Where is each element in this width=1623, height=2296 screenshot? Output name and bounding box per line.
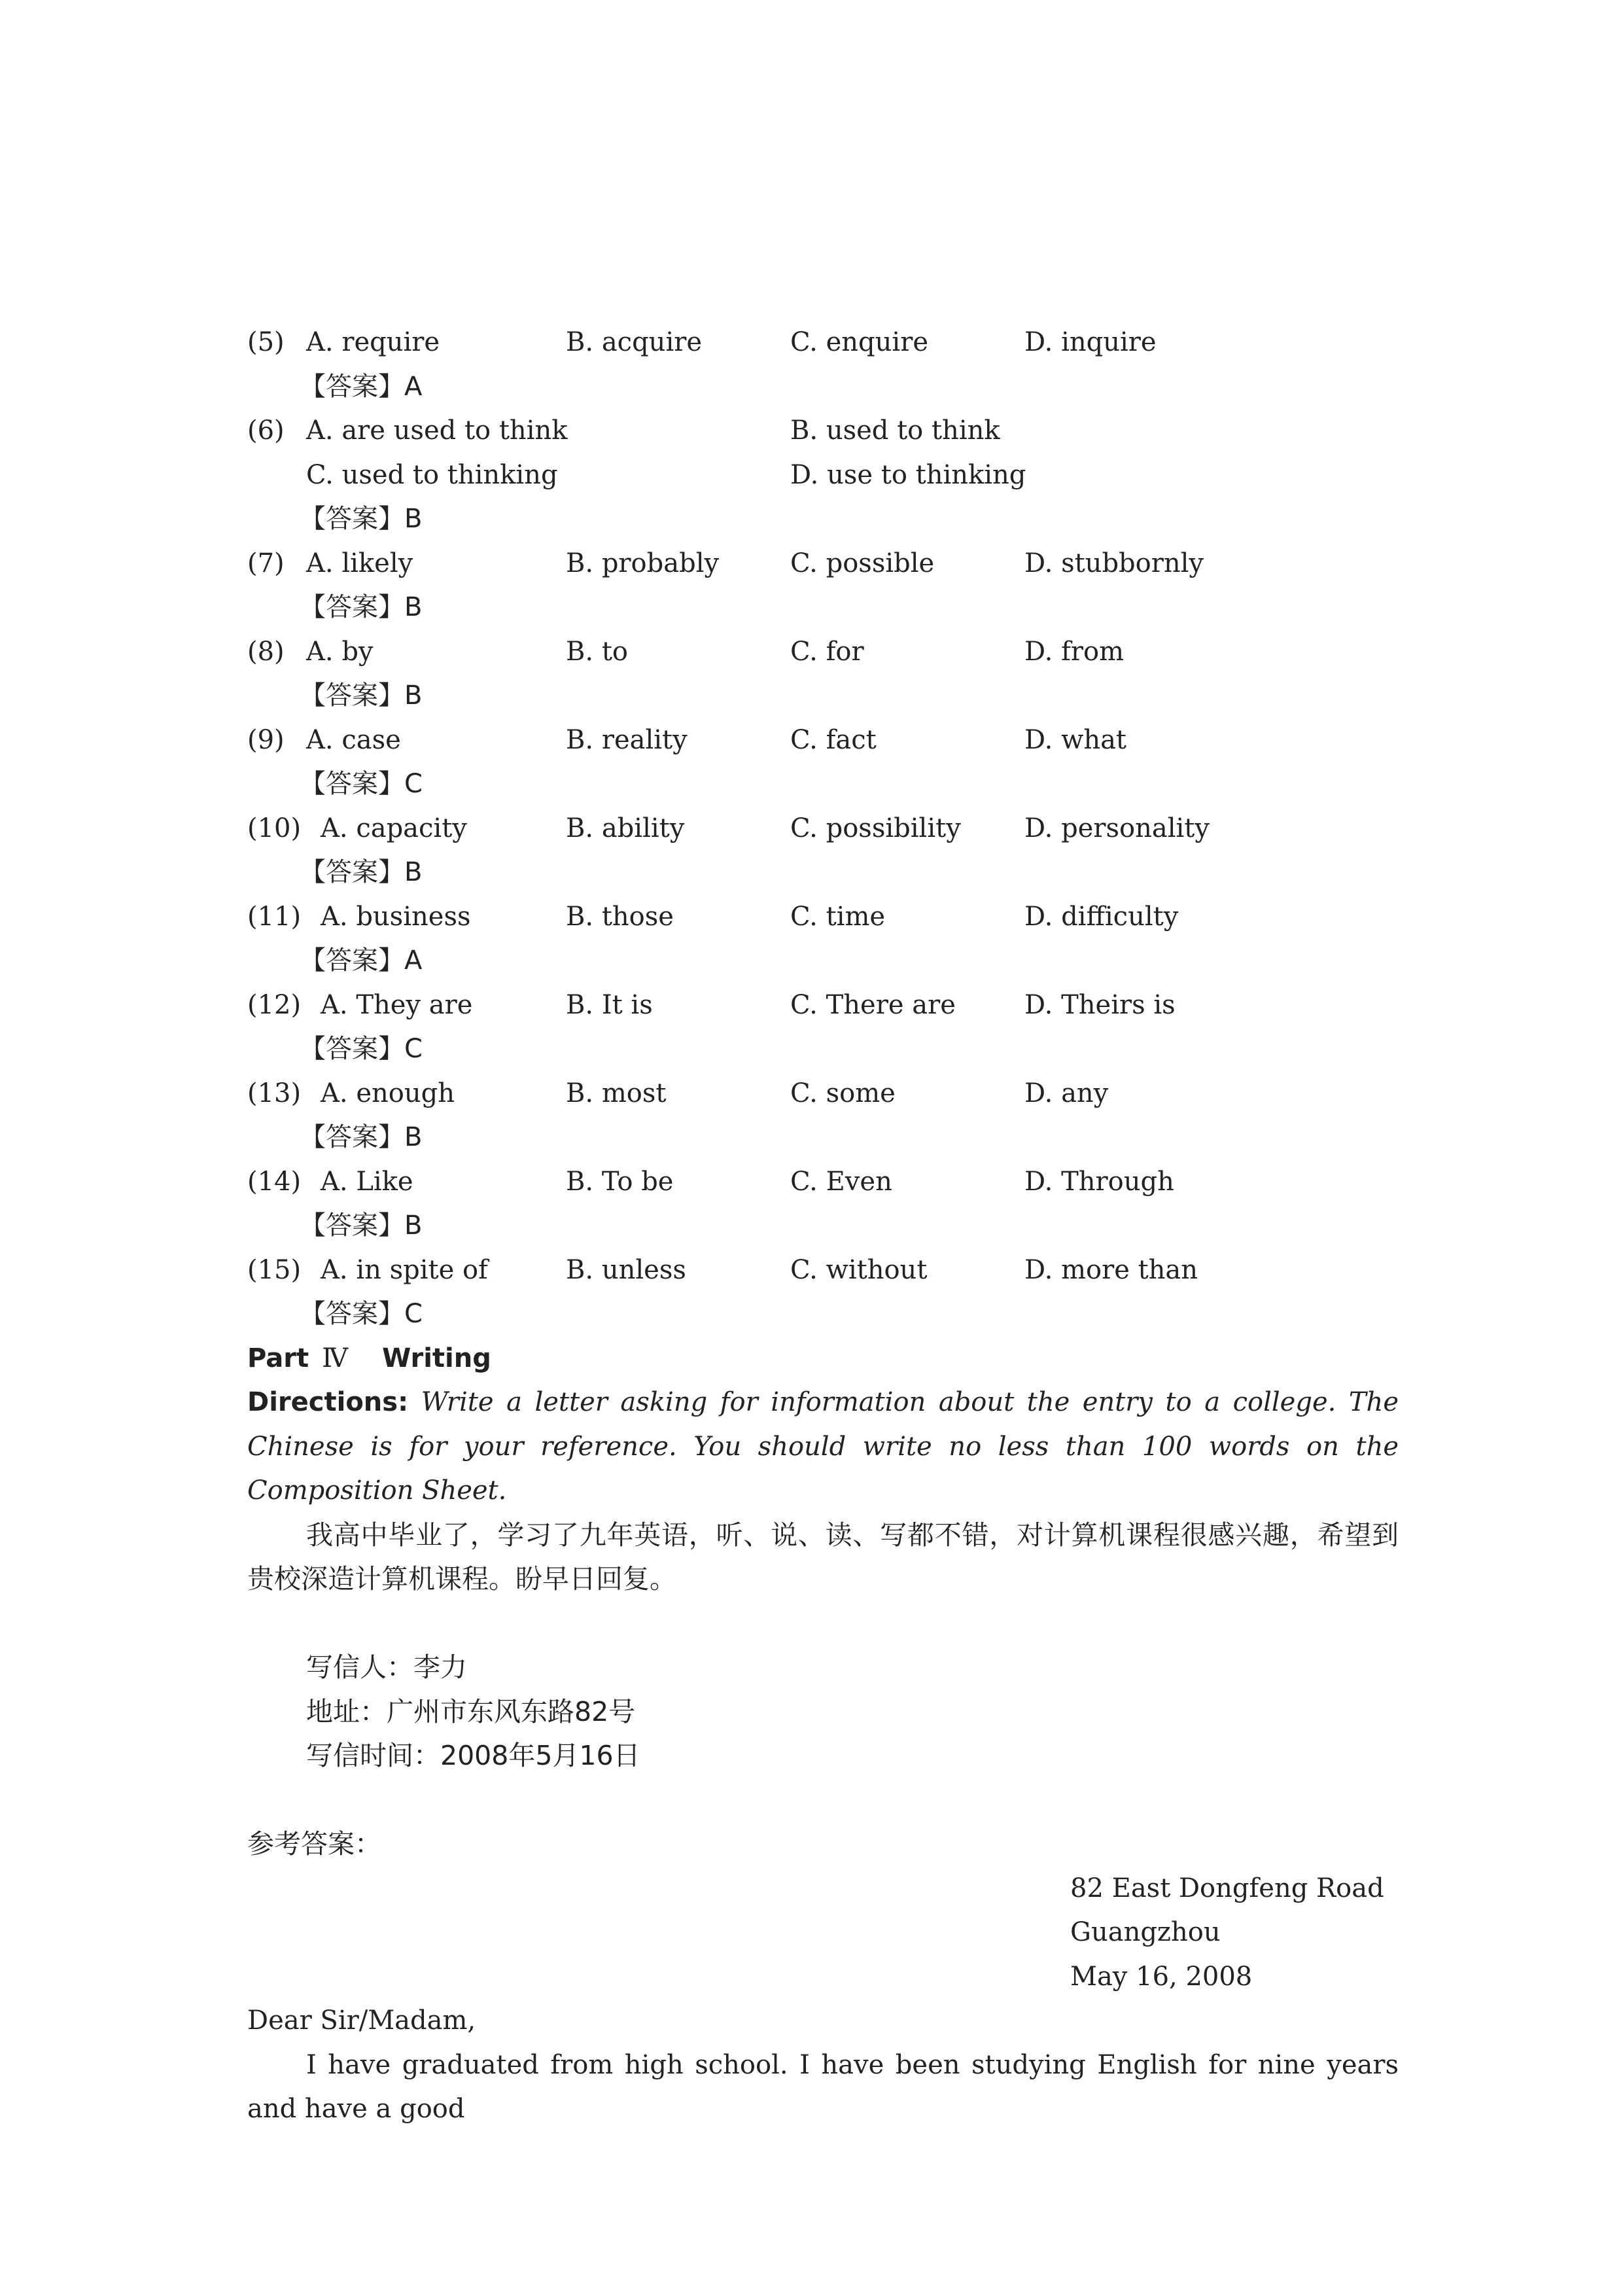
part-heading [247,1337,1399,1381]
question-row-5 [247,321,1399,365]
directions-text: Write a letter asking for information about the entry to a college. The Chinese is for your reference. You should write no less than 100 words on the Composition Sheet. [247,1387,1399,1506]
option-a: A. case [306,724,401,755]
answer-row-8 [247,674,1399,718]
option-a: A. require [306,327,440,357]
option-a: A. They are [321,989,473,1020]
answer-label: 【答案】B [300,504,423,534]
question-row-15 [247,1248,1399,1293]
option-c: C. for [790,636,864,667]
question-number: (15) [247,1254,302,1285]
part-label: Part [247,1343,309,1373]
answer-label: 【答案】A [300,945,423,976]
option-c: C. possible [790,548,935,578]
option-b: B. those [566,901,674,932]
answer-row-7 [247,586,1399,630]
part-title: Writing [382,1343,491,1373]
answer-row-11 [247,939,1399,983]
option-d: D. use to thinking [790,459,1026,490]
answer-label: 【答案】C [300,1299,423,1329]
answer-row-9 [247,762,1399,807]
answer-label: 【答案】C [300,769,423,799]
option-b: B. to [566,636,628,667]
option-a: A. in spite of [321,1254,488,1285]
option-a: A. business [321,901,471,932]
option-b: B. To be [566,1166,674,1197]
question-number: (6) [247,415,285,446]
option-c: C. There are [790,989,956,1020]
option-a: A. capacity [321,813,467,843]
reference-answer-label: 参考答案： [247,1828,381,1860]
question-number: (8) [247,636,285,667]
answer-label: 【答案】A [300,371,423,402]
date-info: 写信时间：2008年5月16日 [306,1740,640,1771]
option-d: D. from [1024,636,1125,667]
question-row-7 [247,542,1399,586]
question-row-9 [247,718,1399,763]
question-row-12 [247,983,1399,1028]
option-a: A. are used to think [306,415,568,446]
answer-row-5 [247,365,1399,410]
page-content [247,321,1399,2132]
option-c: C. time [790,901,886,932]
option-b: B. most [566,1078,667,1108]
answer-row-12 [247,1027,1399,1072]
option-c: C. possibility [790,813,961,843]
question-number: (10) [247,813,302,843]
option-d: D. difficulty [1024,901,1179,932]
question-number: (13) [247,1078,302,1108]
answer-label: 【答案】B [300,1122,423,1152]
answer-label: 【答案】B [300,857,423,887]
question-number: (12) [247,989,302,1020]
question-row-10 [247,807,1399,851]
sample-letter [247,1867,1399,2132]
question-row-6 [247,409,1399,453]
option-a: A. by [306,636,374,667]
question-row-8 [247,630,1399,675]
question-row-13 [247,1072,1399,1116]
option-b: B. used to think [790,415,1000,446]
directions-label: Directions: [247,1387,409,1417]
option-d: D. more than [1024,1254,1198,1285]
question-row-14 [247,1160,1399,1205]
option-a: A. likely [306,548,413,578]
option-b: B. unless [566,1254,686,1285]
address-line-1: 82 East Dongfeng Road [1070,1873,1384,1903]
option-b: B. acquire [566,327,703,357]
answer-row-10 [247,851,1399,895]
question-number: (7) [247,548,285,578]
option-c: C. enquire [790,327,928,357]
option-d: D. any [1024,1078,1109,1108]
letter-address-block [1070,1867,1399,2000]
option-c: C. some [790,1078,896,1108]
option-c: C. fact [790,724,877,755]
option-b: B. reality [566,724,688,755]
answer-label: 【答案】B [300,592,423,622]
option-d: D. stubbornly [1024,548,1204,578]
answer-row-14 [247,1204,1399,1248]
question-row-11 [247,895,1399,940]
answer-label: 【答案】B [300,680,423,711]
option-d: D. inquire [1024,327,1157,357]
answer-label: 【答案】C [300,1034,423,1064]
question-number: (5) [247,327,285,357]
directions [247,1381,1399,1513]
option-d: D. Theirs is [1024,989,1176,1020]
question-number: (9) [247,724,285,755]
answer-row-6 [247,497,1399,542]
question-number: (14) [247,1166,302,1197]
question-number: (11) [247,901,302,932]
letter-info [247,1646,1399,1778]
answer-row-15 [247,1292,1399,1337]
letter-date: May 16, 2008 [1070,1961,1253,1992]
option-b: B. ability [566,813,685,843]
option-c: C. without [790,1254,928,1285]
option-d: D. Through [1024,1166,1174,1197]
option-b: B. probably [566,548,720,578]
writer-info: 写信人：李力 [306,1651,467,1683]
address-line-2: Guangzhou [1070,1917,1221,1947]
answer-row-13 [247,1116,1399,1160]
option-b: B. It is [566,989,653,1020]
chinese-prompt: 我高中毕业了，学习了九年英语，听、说、读、写都不错，对计算机课程很感兴趣，希望到贵校深造计算机课程。盼早日回复。 [247,1519,1399,1595]
letter-body: I have graduated from high school. I have been studying English for nine years and have a good [247,2049,1399,2124]
part-roman: Ⅳ [322,1343,349,1373]
option-c: C. Even [790,1166,892,1197]
salutation: Dear Sir/Madam, [247,2005,476,2036]
option-a: A. enough [321,1078,455,1108]
option-c: C. used to thinking [306,459,558,490]
option-d: D. what [1024,724,1126,755]
address-info: 地址：广州市东风东路82号 [306,1695,636,1727]
answer-label: 【答案】B [300,1210,423,1241]
question-row-6-cont [247,453,1399,498]
option-a: A. Like [321,1166,413,1197]
option-d: D. personality [1024,813,1210,843]
